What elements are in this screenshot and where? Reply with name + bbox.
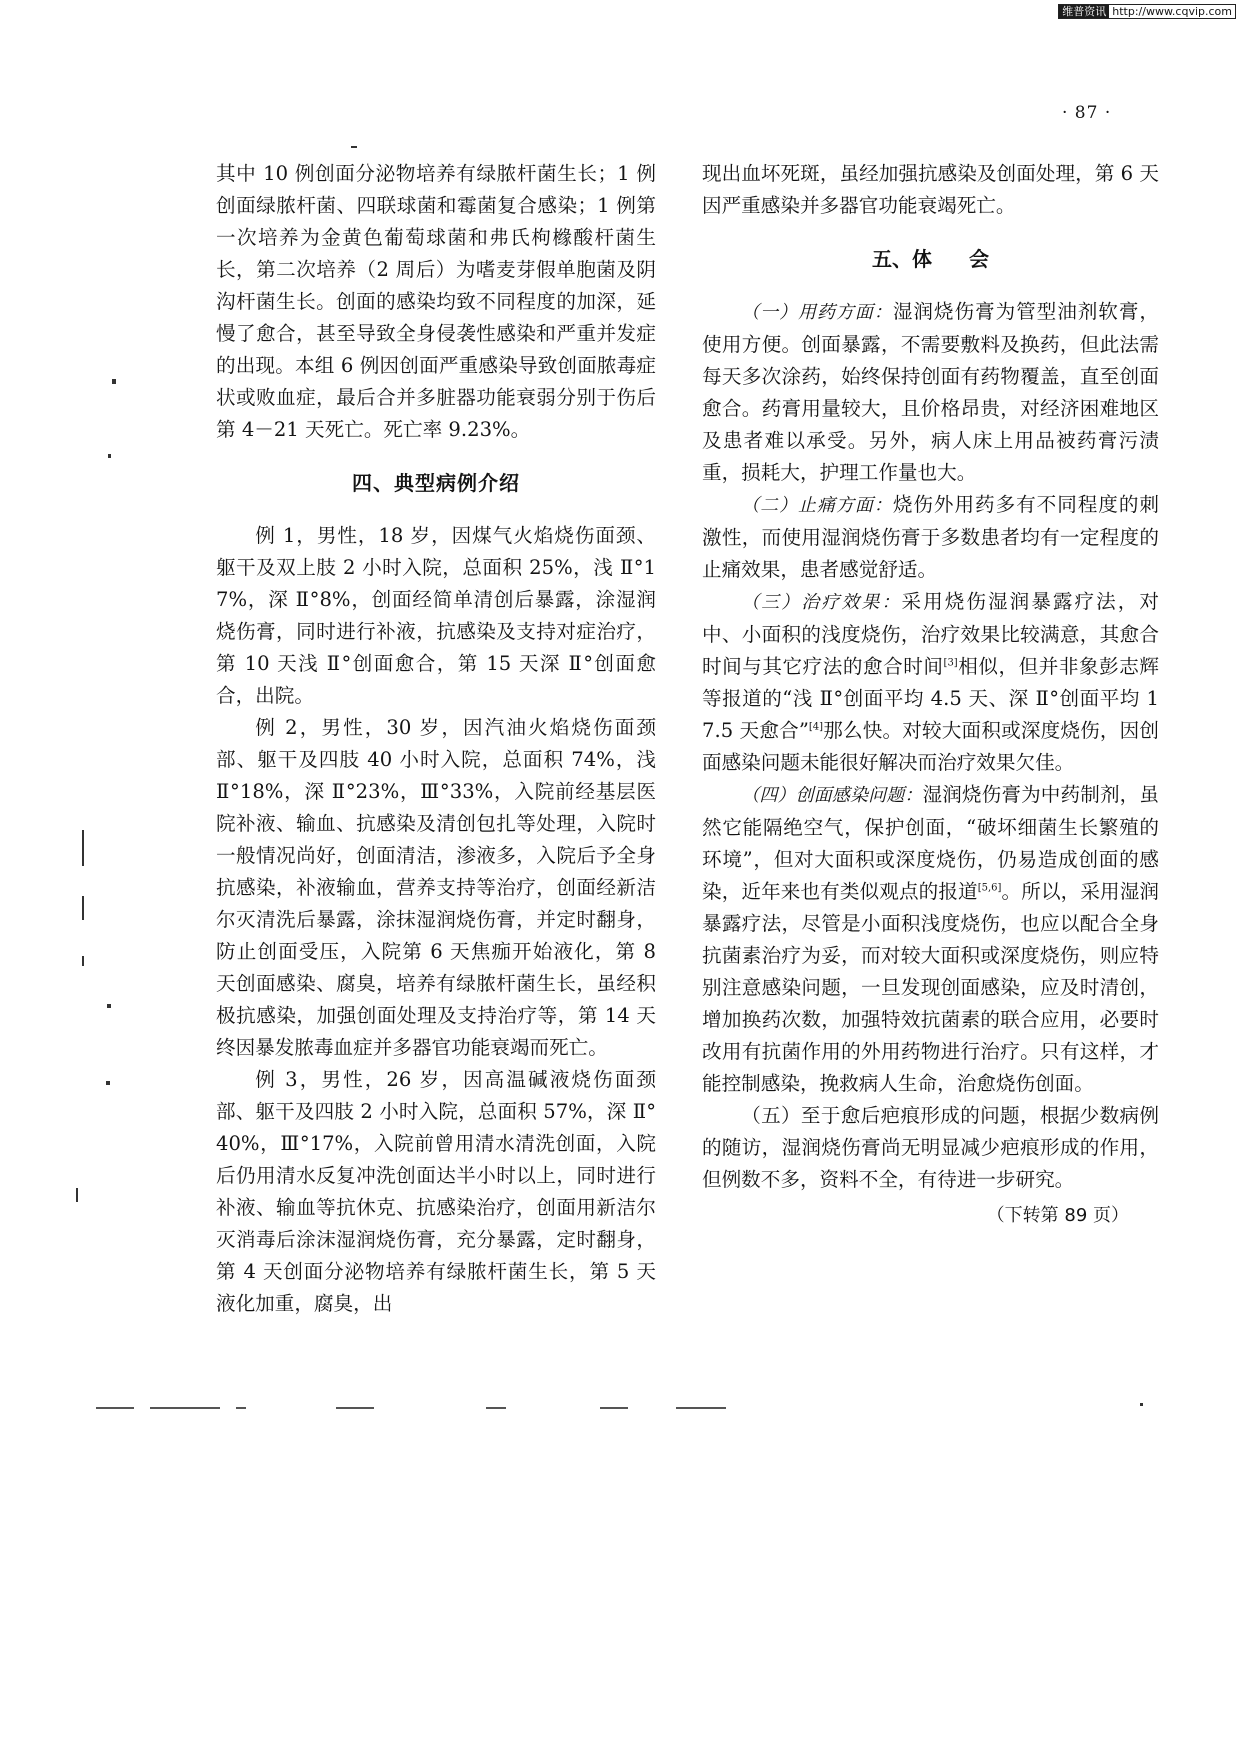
case-3-paragraph: 例 3，男性，26 岁，因高温碱液烧伤面颈部、躯干及四肢 2 小时入院，总面积 57%，深 Ⅱ°40%，Ⅲ°17%，入院前曾用清水清洗创面，入院后仍用清水反复冲洗创面达半小时以上，同时进行补液、输血等抗休克、抗感染治疗，创面用新洁尔灭消毒后涂沫湿润烧伤膏，充分暴露，定时翻身，第 4 天创面分泌物培养有绿脓杆菌生长，第 5 天液化加重，腐臭，出 <box>216 1068 656 1315</box>
case-1-paragraph: 例 1，男性，18 岁，因煤气火焰烧伤面颈、躯干及双上肢 2 小时入院，总面积 25%，浅 Ⅱ°17%，深 Ⅱ°8%，创面经简单清创后暴露，涂湿润烧伤膏，同时进行补液，抗感染及支持对症治疗，第 10 天浅 Ⅱ°创面愈合，第 15 天深 Ⅱ°创面愈合，出院。 <box>216 524 656 707</box>
item-3-body-b: 相似，但并非象彭志辉等报道的“浅 Ⅱ°创面平均 4.5 天、深 Ⅱ°创面平均 17.5 天愈合” <box>702 655 1160 742</box>
bottom-rule-segment <box>236 1407 246 1409</box>
citation-5-6: [5,6] <box>977 882 1002 894</box>
item-3-heading: （三）治疗效果： <box>741 592 902 613</box>
watermark-logo: 维普资讯 <box>1059 5 1109 18</box>
case-2-paragraph: 例 2，男性，30 岁，因汽油火焰烧伤面颈部、躯干及四肢 40 小时入院，总面积 74%，浅 Ⅱ°18%，深 Ⅱ°23%，Ⅲ°33%，入院前经基层医院补液、输血、抗感染及清创包扎等处理，入院时一般情况尚好，创面清洁，渗液多，入院后予全身抗感染，补液输血，营养支持等治疗，创面经新洁尔灭清洗后暴露，涂抹湿润烧伤膏，并定时翻身，防止创面受压，入院第 6 天焦痂开始液化，第 8 天创面感染、腐臭，培养有绿脓杆菌生长，虽经积极抗感染，加强创面处理及支持治疗等，第 14 天终因暴发脓毒血症并多器官功能衰竭而死亡。 <box>216 716 656 1059</box>
item-1-heading: （一）用药方面： <box>741 302 893 323</box>
right-column <box>702 158 1159 1232</box>
scan-speck <box>108 454 111 458</box>
case-3-continuation: 现出血坏死斑，虽经加强抗感染及创面处理，第 6 天因严重感染并多器官功能衰竭死亡。 <box>702 162 1159 217</box>
item-3-body-c: 那么快。对较大面积或深度烧伤，因创面感染问题未能很好解决而治疗效果欠佳。 <box>702 719 1160 774</box>
scan-speck <box>82 896 84 920</box>
item-3-outcome <box>702 586 1159 779</box>
page-number: · 87 · <box>1062 103 1112 123</box>
item-1-body: 湿润烧伤膏为管型油剂软膏，使用方便。创面暴露，不需要敷料及换药，但此法需每天多次涂药，始终保持创面有药物覆盖，直至创面愈合。药膏用量较大，且价格昂贵，对经济困难地区及患者难以承受。另外，病人床上用品被药膏污渍重，损耗大，护理工作量也大。 <box>702 300 1160 484</box>
item-3-body-a: 采用烧伤湿润暴露疗法，对中、小面积的浅度烧伤，治疗效果比较满意，其愈合时间与其它疗法的愈合时间 <box>702 590 1160 678</box>
item-5-scarring: （五）至于愈后疤痕形成的问题，根据少数病例的随访，湿润烧伤膏尚无明显减少疤痕形成的作用，但例数不多，资料不全，有待进一步研究。 <box>702 1104 1159 1191</box>
citation-3: [3] <box>943 657 958 669</box>
citation-4: [4] <box>808 721 824 733</box>
bottom-rule-segment <box>486 1407 506 1409</box>
bottom-rule-segment <box>600 1407 628 1409</box>
item-4-body-a: 湿润烧伤膏为中药制剂，虽然它能隔绝空气，保护创面，“破坏细菌生长繁殖的环境”，但对大面积或深度烧伤，仍易造成创面的感染，近年来也有类似观点的报道 <box>702 783 1160 903</box>
item-4-infection <box>702 779 1159 1100</box>
scan-speck <box>106 1081 110 1085</box>
paragraph-infection-summary: 其中 10 例创面分泌物培养有绿脓杆菌生长；1 例创面绿脓杆菌、四联球菌和霉菌复合感染；1 例第一次培养为金黄色葡萄球菌和弗氏枸橼酸杆菌生长，第二次培养（2 周后）为嗜麦芽假单胞菌及阴沟杆菌生长。创面的感染均致不同程度的加深，延慢了愈合，甚至导致全身侵袭性感染和严重并发症的出现。本组 6 例因创面严重感染导致创面脓毒症状或败血症，最后合并多脏器功能衰弱分别于伤后第 4－21 天死亡。死亡率 9.23%。 <box>216 162 656 441</box>
item-2-heading: （二）止痛方面： <box>741 495 893 516</box>
scan-speck <box>351 146 357 148</box>
item-4-heading: （四）创面感染问题： <box>741 785 923 806</box>
scan-speck <box>112 379 116 384</box>
bottom-rule-segment <box>336 1407 374 1409</box>
item-1-medication <box>702 296 1159 489</box>
section-heading-typical-cases: 四、典型病例介绍 <box>352 471 520 495</box>
scan-speck <box>107 1004 111 1008</box>
watermark-url: http://www.cqvip.com <box>1112 5 1232 18</box>
item-2-body: 烧伤外用药多有不同程度的刺激性，而使用湿润烧伤膏于多数患者均有一定程度的止痛效果，患者感觉舒适。 <box>702 493 1160 581</box>
section-heading-experience: 五、体 会 <box>872 247 989 271</box>
continuation-note: （下转第 89 页） <box>986 1205 1129 1226</box>
scan-speck <box>82 956 84 966</box>
scan-speck <box>82 830 84 866</box>
bottom-rule-segment <box>96 1407 134 1409</box>
left-column <box>216 158 656 1320</box>
scan-speck <box>76 1188 78 1202</box>
item-2-analgesia <box>702 489 1159 586</box>
watermark <box>1058 4 1236 19</box>
bottom-rule-segment <box>150 1407 220 1409</box>
bottom-rule-segment <box>676 1407 726 1409</box>
scan-speck <box>1140 1403 1143 1406</box>
item-4-body-b: 。所以，采用湿润暴露疗法，尽管是小面积浅度烧伤，也应以配合全身抗菌素治疗为妥，而对较大面积或深度烧伤，则应特别注意感染问题，一旦发现创面感染，应及时清创，增加换药次数，加强特效抗菌素的联合应用，必要时改用有抗菌作用的外用药物进行治疗。只有这样，才能控制感染，挽救病人生命，治愈烧伤创面。 <box>702 880 1160 1095</box>
